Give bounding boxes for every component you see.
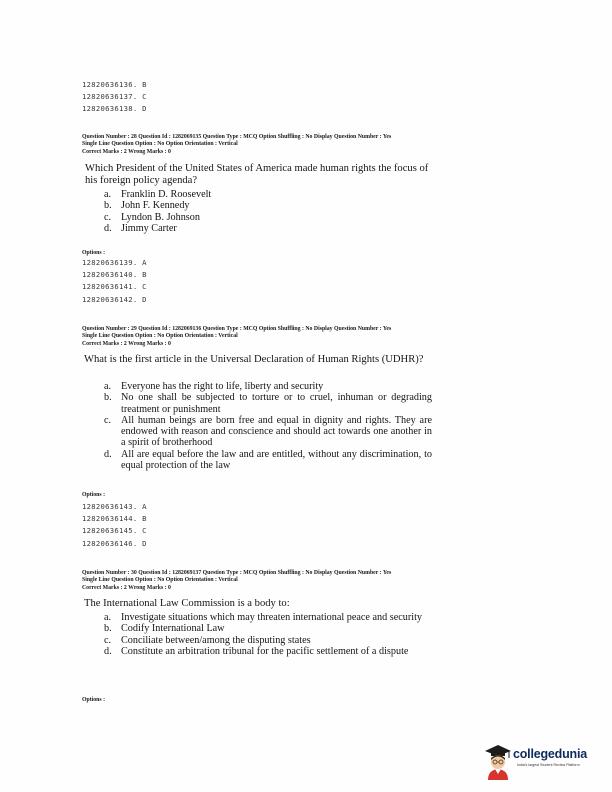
previous-question-options [82,81,147,118]
choice-d: d. Constitute an arbitration tribunal for the pacific settlement of a dispute [104,645,409,657]
question-meta-orientation: Single Line Question Option : No Option Orientation : Vertical [82,140,238,147]
option-id-line: 12820636144. B [82,514,147,524]
choice-d: d. Jimmy Carter [104,222,177,234]
option-id-line: 12820636136. B [82,80,147,89]
question-29-option-ids [82,503,147,552]
option-id-line: 12820636140. B [82,270,147,280]
option-id-line: 12820636141. C [82,282,147,292]
question-marks: Correct Marks : 2 Wrong Marks : 0 [82,585,171,592]
question-28-header [82,134,542,156]
question-28-option-ids [82,259,147,308]
choice-c: c. All human beings are born free and equal in dignity and rights. They are endowed with reason and conscience and should act towards one another in a spirit of brotherhood [104,414,432,449]
choice-a: a. Investigate situations which may threaten international peace and security [104,612,422,623]
question-meta: Question Number : 29 Question Id : 1282069136 Question Type : MCQ Option Shuffling : No Display Question Number : Yes [82,326,392,332]
question-30-text: The International Law Commission is a body to: [84,598,290,609]
choice-a: a. Franklin D. Roosevelt [104,189,212,200]
option-id-line: 12820636143. A [82,502,147,511]
question-marks: Correct Marks : 2 Wrong Marks : 0 [82,341,171,348]
question-28-choices [104,189,424,234]
question-28-text: Which President of the United States of America made human rights the focus of his foreign policy agenda? [85,163,429,187]
option-id-line: 12820636137. C [82,92,147,102]
question-29-header [82,326,542,348]
question-meta: Question Number : 30 Question Id : 1282069137 Question Type : MCQ Option Shuffling : No Display Question Number : Yes [82,570,392,576]
collegedunia-logo [481,741,605,783]
choice-b: b. No one shall be subjected to torture or to cruel, inhuman or degrading treatment or punishment [104,392,432,415]
logo-wordmark: collegedunia [513,747,588,761]
choice-b: b. John F. Kennedy [104,200,190,212]
options-label: Options : [82,697,106,703]
option-id-line: 12820636142. D [82,294,147,304]
option-id-line: 12820636138. D [82,104,147,114]
choice-a: a. Everyone has the right to life, liberty and security [104,381,324,392]
choice-c: c. Lyndon B. Johnson [104,211,200,223]
question-30-choices [104,612,432,657]
option-id-line: 12820636145. C [82,526,147,536]
question-meta-orientation: Single Line Question Option : No Option Orientation : Vertical [82,576,238,583]
option-id-line: 12820636139. A [82,258,147,267]
student-avatar-icon [481,741,515,781]
logo-tagline: India's largest Student Review Platform [517,763,580,767]
choice-b: b. Codify International Law [104,623,225,635]
question-29-text: What is the first article in the Universal Declaration of Human Rights (UDHR)? [84,354,424,365]
choice-c: c. Conciliate between/among the disputing states [104,634,311,646]
option-id-line: 12820636146. D [82,538,147,548]
question-29-choices [104,381,432,471]
options-label: Options : [82,250,106,256]
question-30-header [82,570,542,592]
question-meta: Question Number : 28 Question Id : 1282069135 Question Type : MCQ Option Shuffling : No Display Question Number : Yes [82,134,392,140]
question-marks: Correct Marks : 2 Wrong Marks : 0 [82,149,171,156]
choice-d: d. All are equal before the law and are entitled, without any discrimination, to equal protection of the law [104,448,432,472]
options-label: Options : [82,492,106,498]
question-meta-orientation: Single Line Question Option : No Option Orientation : Vertical [82,332,238,339]
